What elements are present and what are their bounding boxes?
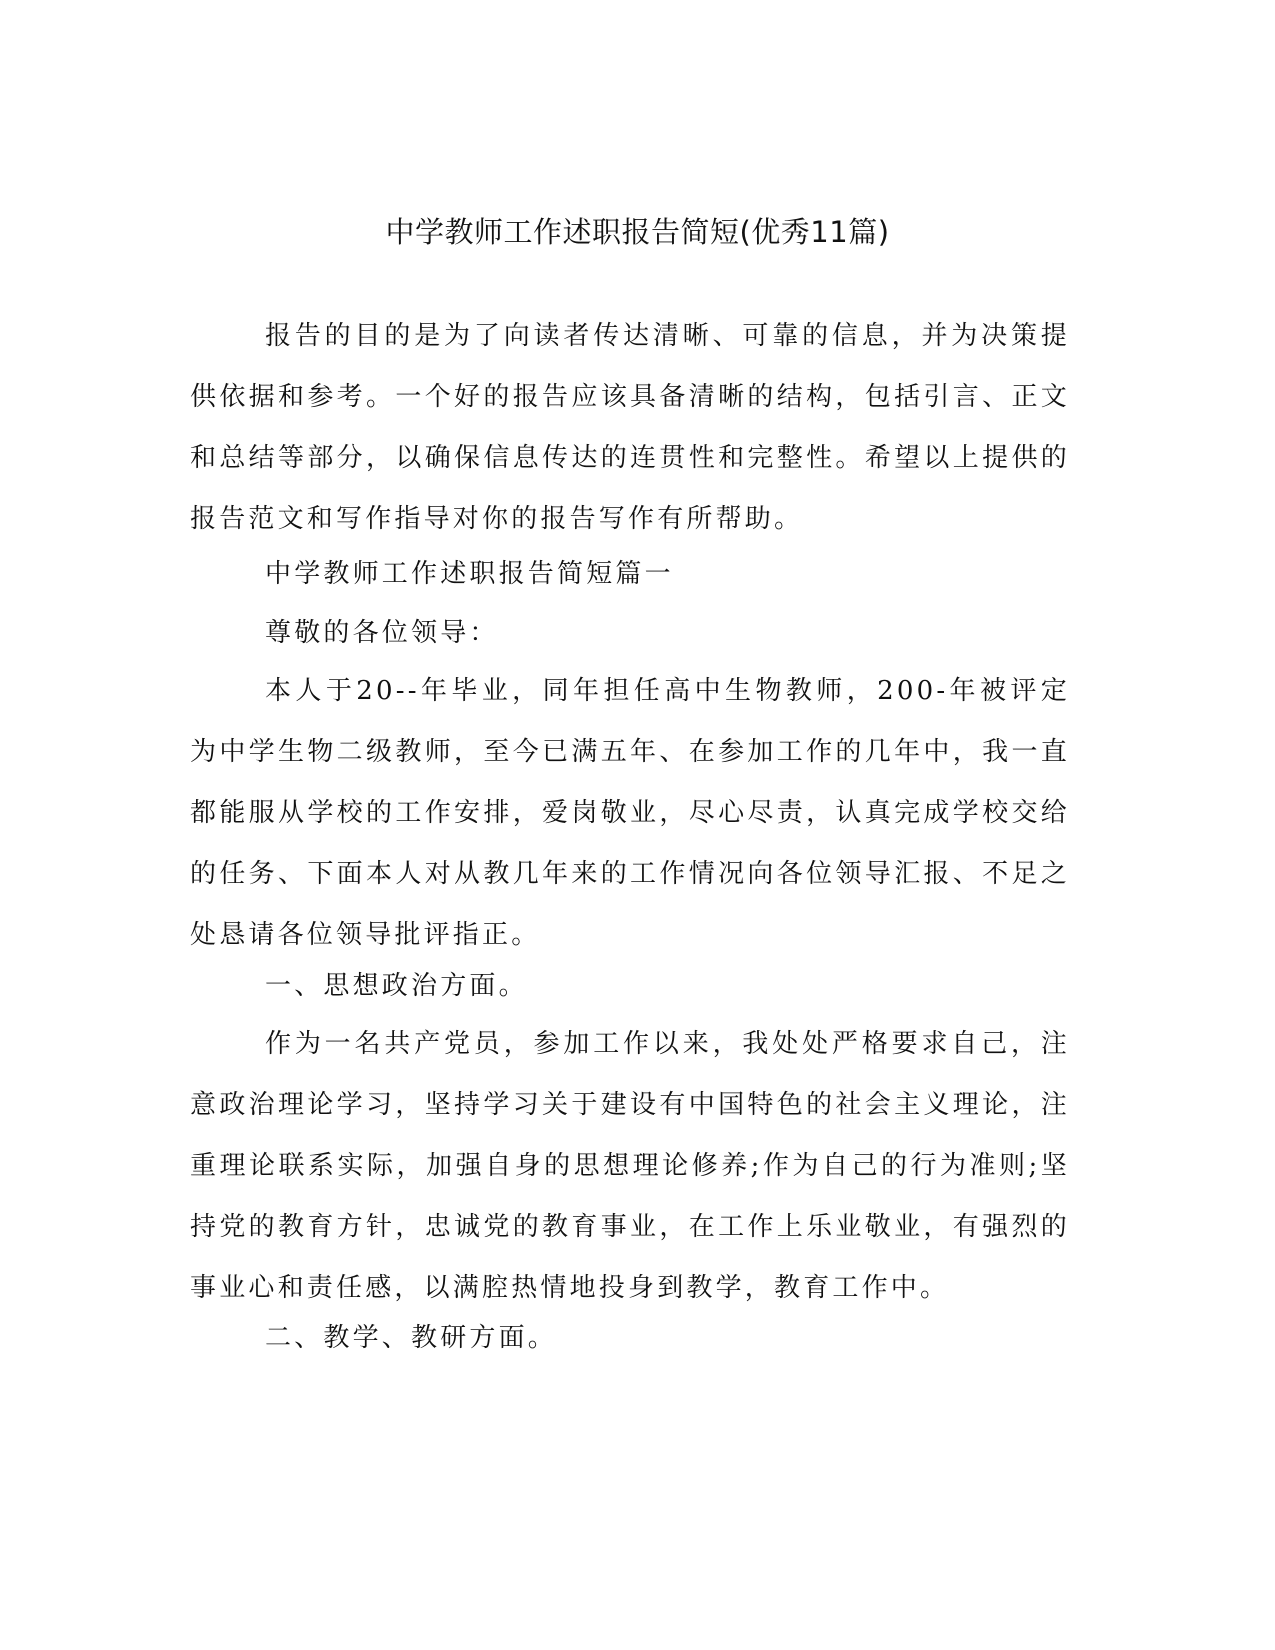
section-heading: 中学教师工作述职报告简短篇一 — [265, 559, 674, 589]
subheading-ideology: 一、思想政治方面。 — [265, 971, 528, 1001]
body-paragraph-2: 作为一名共产党员，参加工作以来，我处处严格要求自己，注意政治理论学习，坚持学习关于建设有中国特色的社会主义理论，注重理论联系实际，加强自身的思想理论修养;作为自己的行为准则;坚持党的教育方针，忠诚党的教育事业，在工作上乐业敬业，有强烈的事业心和责任感，以满腔热情地投身到教学，教育工作中。 — [190, 1029, 1070, 1303]
document-title: 中学教师工作述职报告简短(优秀11篇) — [385, 215, 890, 249]
subheading-teaching: 二、教学、教研方面。 — [265, 1323, 558, 1353]
body-paragraph-1: 本人于20--年毕业，同年担任高中生物教师，200-年被评定为中学生物二级教师，至今已满五年、在参加工作的几年中，我一直都能服从学校的工作安排，爱岗敬业，尽心尽责，认真完成学校交给的任务、下面本人对从教几年来的工作情况向各位领导汇报、不足之处恳请各位领导批评指正。 — [190, 676, 1070, 950]
intro-paragraph: 报告的目的是为了向读者传达清晰、可靠的信息，并为决策提供依据和参考。一个好的报告应该具备清晰的结构，包括引言、正文和总结等部分，以确保信息传达的连贯性和完整性。希望以上提供的报告范文和写作指导对你的报告写作有所帮助。 — [190, 321, 1070, 534]
salutation: 尊敬的各位领导： — [265, 618, 499, 648]
